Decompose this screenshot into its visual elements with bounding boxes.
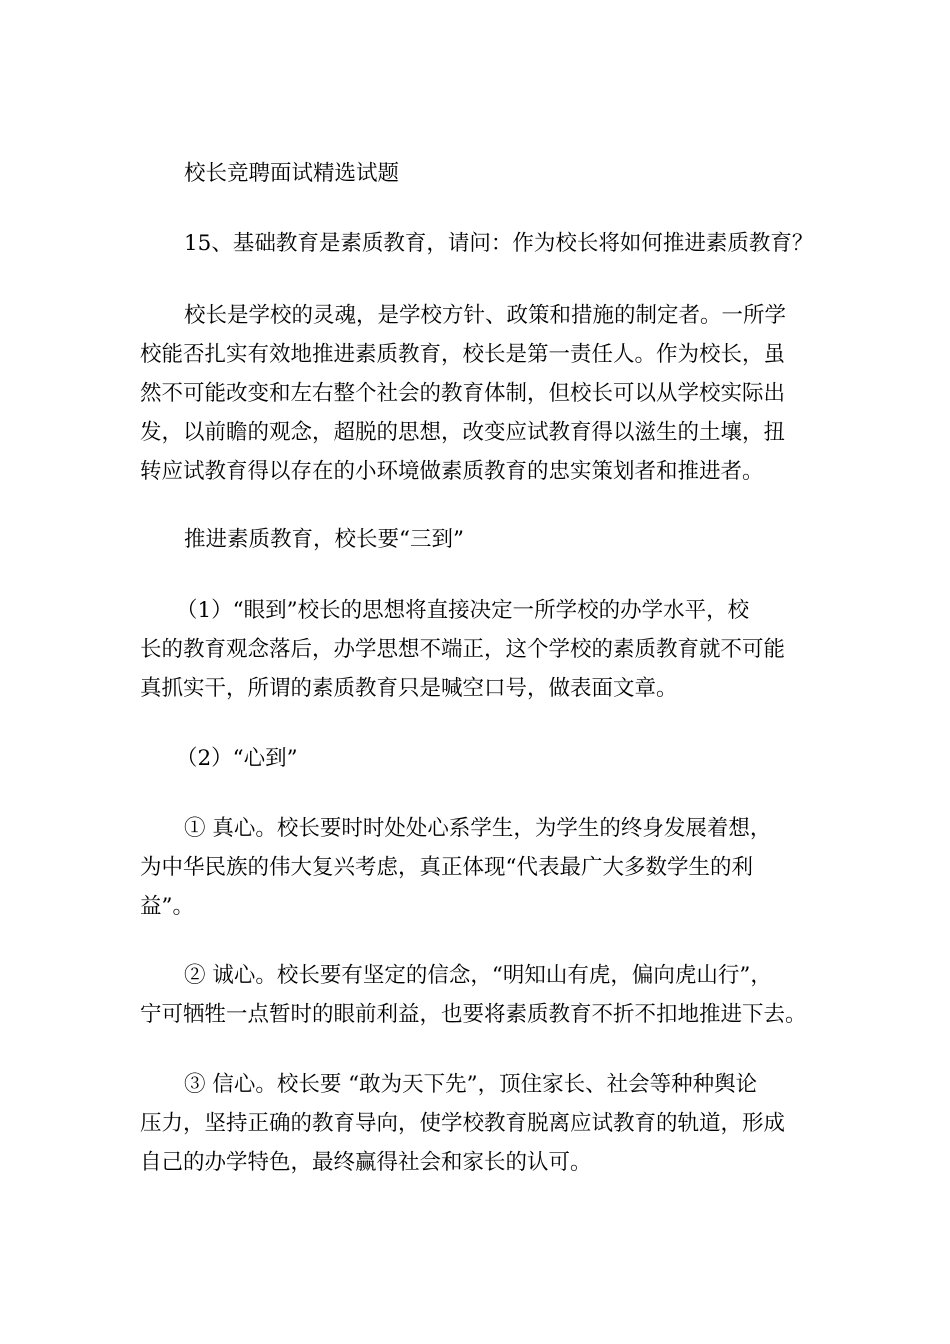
paragraph-line: （1）“眼到”校长的思想将直接决定一所学校的办学水平，校 [176, 598, 750, 623]
paragraph-line: 发，以前瞻的观念，超脱的思想，改变应试教育得以滋生的土壤，扭 [140, 420, 786, 445]
paragraph-line: 益”。 [140, 894, 194, 919]
paragraph-line: 真抓实干，所谓的素质教育只是喊空口号，做表面文章。 [140, 676, 678, 701]
paragraph-line: 然不可能改变和左右整个社会的教育体制，但校长可以从学校实际出 [140, 381, 786, 406]
document-title: 校长竞聘面试精选试题 [184, 161, 400, 186]
paragraph-line: ③ 信心。校长要 “敢为天下先”，顶住家长、社会等种种舆论 [184, 1072, 758, 1097]
paragraph-line: 转应试教育得以存在的小环境做素质教育的忠实策划者和推进者。 [140, 459, 764, 484]
paragraph-line: 为中华民族的伟大复兴考虑，真正体现“代表最广大多数学生的利 [140, 855, 753, 880]
paragraph-line: 校能否扎实有效地推进素质教育，校长是第一责任人。作为校长，虽 [140, 342, 786, 367]
paragraph-line: 自己的办学特色，最终赢得社会和家长的认可。 [140, 1150, 592, 1175]
paragraph-line: 压力，坚持正确的教育导向，使学校教育脱离应试教育的轨道，形成 [140, 1111, 786, 1136]
paragraph-line: ② 诚心。校长要有坚定的信念，“明知山有虎，偏向虎山行”， [184, 963, 772, 988]
paragraph-line: 校长是学校的灵魂，是学校方针、政策和措施的制定者。一所学 [184, 303, 787, 328]
paragraph-line: 宁可牺牲一点暂时的眼前利益，也要将素质教育不折不扣地推进下去。 [140, 1002, 807, 1027]
paragraph-line: ① 真心。校长要时时处处心系学生，为学生的终身发展着想， [184, 816, 772, 841]
question-heading: 15、基础教育是素质教育，请问：作为校长将如何推进素质教育？ [184, 231, 814, 256]
point-2-heading: （2）“心到” [176, 746, 298, 771]
three-points-intro: 推进素质教育，校长要“三到” [184, 527, 464, 552]
paragraph-line: 长的教育观念落后，办学思想不端正，这个学校的素质教育就不可能 [140, 637, 786, 662]
